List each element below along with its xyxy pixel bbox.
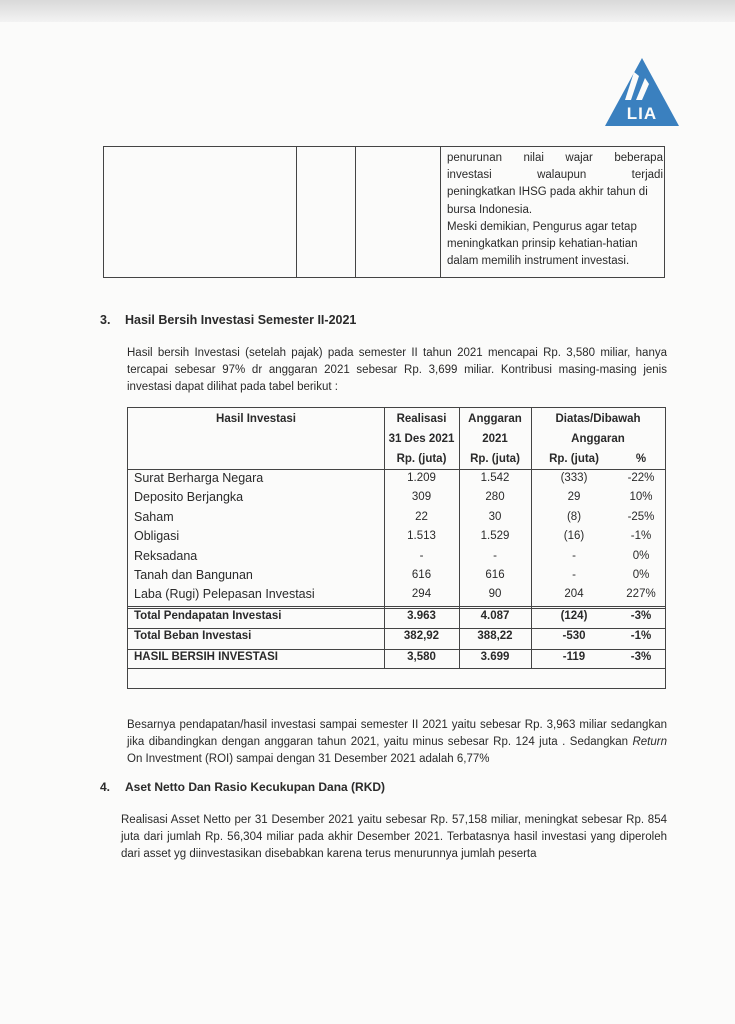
total-selisih: -530 — [562, 630, 586, 642]
continuation-text — [447, 150, 663, 270]
section-number: 4. — [100, 780, 111, 794]
row-label: Laba (Rugi) Pelepasan Investasi — [134, 587, 315, 602]
lia-logo — [604, 56, 680, 128]
cell-anggaran: 280 — [485, 491, 505, 504]
row-label: Surat Berharga Negara — [134, 471, 264, 485]
summary-return: Return — [632, 736, 667, 748]
cell-anggaran: - — [493, 549, 497, 562]
continuation-rest: peningkatkan IHSG pada akhir tahun di bursa Indonesia. — [447, 186, 648, 216]
investment-table — [127, 407, 666, 689]
total-pct: -3% — [630, 610, 652, 622]
continuation-paragraph-2: Meski demikian, Pengurus agar tetap meningkatkan prinsip kehatian-hatian dalam memilih instrument investasi. — [447, 220, 638, 268]
section-title: Aset Netto Dan Rasio Kecukupan Dana (RKD) — [125, 780, 386, 794]
word: investasi — [447, 169, 492, 182]
header-diatas-dibawah: Diatas/Dibawah — [555, 413, 641, 425]
logo-text: LIA — [626, 104, 658, 123]
row-label: Saham — [134, 509, 174, 524]
row-label: Reksadana — [134, 548, 198, 563]
total-anggaran: 3.699 — [480, 651, 510, 663]
word: beberapa — [614, 152, 663, 164]
cell-selisih: (333) — [560, 472, 588, 484]
cell-selisih: 29 — [567, 491, 581, 504]
cell-anggaran: 90 — [488, 588, 502, 601]
cell-pct: -25% — [627, 510, 655, 523]
cell-pct: 10% — [629, 491, 653, 504]
total-selisih: -119 — [562, 651, 586, 663]
summary-text: Besarnya pendapatan/hasil investasi sampai semester II 2021 yaitu sebesar Rp. 3,963 miliar sedangkan jika dibandingkan dengan anggaran tahun 2021, yaitu minus sebesar Rp. 124 juta . Sedangkan — [127, 719, 667, 748]
cell-anggaran: 30 — [488, 510, 502, 523]
row-label: Tanah dan Bangunan — [134, 568, 253, 582]
section-3-intro: Hasil bersih Investasi (setelah pajak) pada semester II tahun 2021 mencapai Rp. 3,580 miliar, hanya tercapai sebesar 97% dr anggaran 2021 sebesar Rp. 3,699 miliar. Kontribusi masing-masing jenis investasi dapat dilihat pada tabel berikut : — [127, 347, 667, 393]
word: nilai — [523, 152, 544, 164]
cell-pct: 0% — [632, 549, 650, 562]
word: walaupun — [537, 169, 587, 182]
summary-text-end: On Investment (ROI) sampai dengan 31 Desember 2021 adalah 6,77% — [127, 753, 490, 765]
row-label: Obligasi — [134, 529, 180, 544]
cell-realisasi: 1.209 — [407, 472, 436, 484]
cell-selisih: - — [572, 549, 576, 562]
cell-realisasi: 616 — [411, 569, 432, 581]
total-label: Total Beban Investasi — [134, 630, 252, 642]
cell-pct: -1% — [630, 530, 652, 543]
total-realisasi: 382,92 — [403, 630, 440, 642]
cell-pct: -22% — [627, 472, 655, 484]
header-hasil-investasi: Hasil Investasi — [216, 413, 296, 425]
header-realisasi-unit: Rp. (juta) — [396, 453, 447, 465]
header-anggaran-unit: Rp. (juta) — [470, 453, 520, 465]
header-diatas-anggaran: Anggaran — [571, 433, 625, 445]
cell-pct: 227% — [626, 588, 656, 601]
total-label: Total Pendapatan Investasi — [134, 610, 282, 622]
cell-realisasi: 1.513 — [407, 530, 436, 543]
cell-selisih: (16) — [563, 530, 585, 543]
cell-realisasi: - — [419, 549, 424, 562]
section-title: Hasil Bersih Investasi Semester II-2021 — [125, 313, 357, 327]
total-anggaran: 4.087 — [480, 610, 510, 622]
cell-selisih: - — [572, 569, 576, 581]
header-percent: % — [635, 453, 647, 465]
cell-realisasi: 309 — [411, 491, 432, 504]
section-4-text: Realisasi Asset Netto per 31 Desember 2021 yaitu sebesar Rp. 57,158 miliar, meningkat sebesar Rp. 854 juta dari jumlah Rp. 56,304 miliar pada akhir Desember 2021. Terbatasnya hasil investasi yang diperoleh dari asset yg diinvestasikan disebabkan karena terus menurunnya jumlah peserta — [121, 814, 667, 860]
total-pct: -3% — [630, 651, 652, 663]
header-anggaran: Anggaran — [468, 413, 522, 425]
continuation-table — [103, 146, 665, 278]
section-number: 3. — [100, 313, 111, 327]
cell-selisih: (8) — [566, 510, 582, 523]
header-realisasi: Realisasi — [396, 413, 447, 425]
row-label: Deposito Berjangka — [134, 490, 244, 505]
cell-anggaran: 1.529 — [480, 530, 510, 543]
section-3-summary — [127, 717, 667, 768]
total-selisih: (124) — [560, 610, 588, 622]
cell-realisasi: 294 — [411, 588, 432, 601]
header-anggaran-year: 2021 — [482, 433, 508, 445]
cell-anggaran: 616 — [485, 569, 505, 581]
total-pct: -1% — [630, 630, 652, 642]
continuation-line-1 — [447, 150, 663, 167]
header-selisih-unit: Rp. (juta) — [549, 453, 599, 465]
header-realisasi-date: 31 Des 2021 — [388, 433, 455, 445]
word: terjadi — [631, 169, 663, 182]
total-anggaran: 388,22 — [477, 630, 513, 642]
scan-top-band — [0, 0, 735, 22]
total-realisasi: 3,580 — [407, 651, 436, 663]
cell-realisasi: 22 — [415, 510, 428, 523]
continuation-line-2 — [447, 167, 663, 184]
total-label: HASIL BERSIH INVESTASI — [134, 651, 278, 663]
cell-selisih: 204 — [564, 588, 584, 601]
word: penurunan — [447, 152, 502, 164]
total-realisasi: 3.963 — [407, 610, 436, 622]
cell-pct: 0% — [632, 569, 650, 581]
word: wajar — [565, 152, 593, 164]
cell-anggaran: 1.542 — [480, 472, 510, 484]
